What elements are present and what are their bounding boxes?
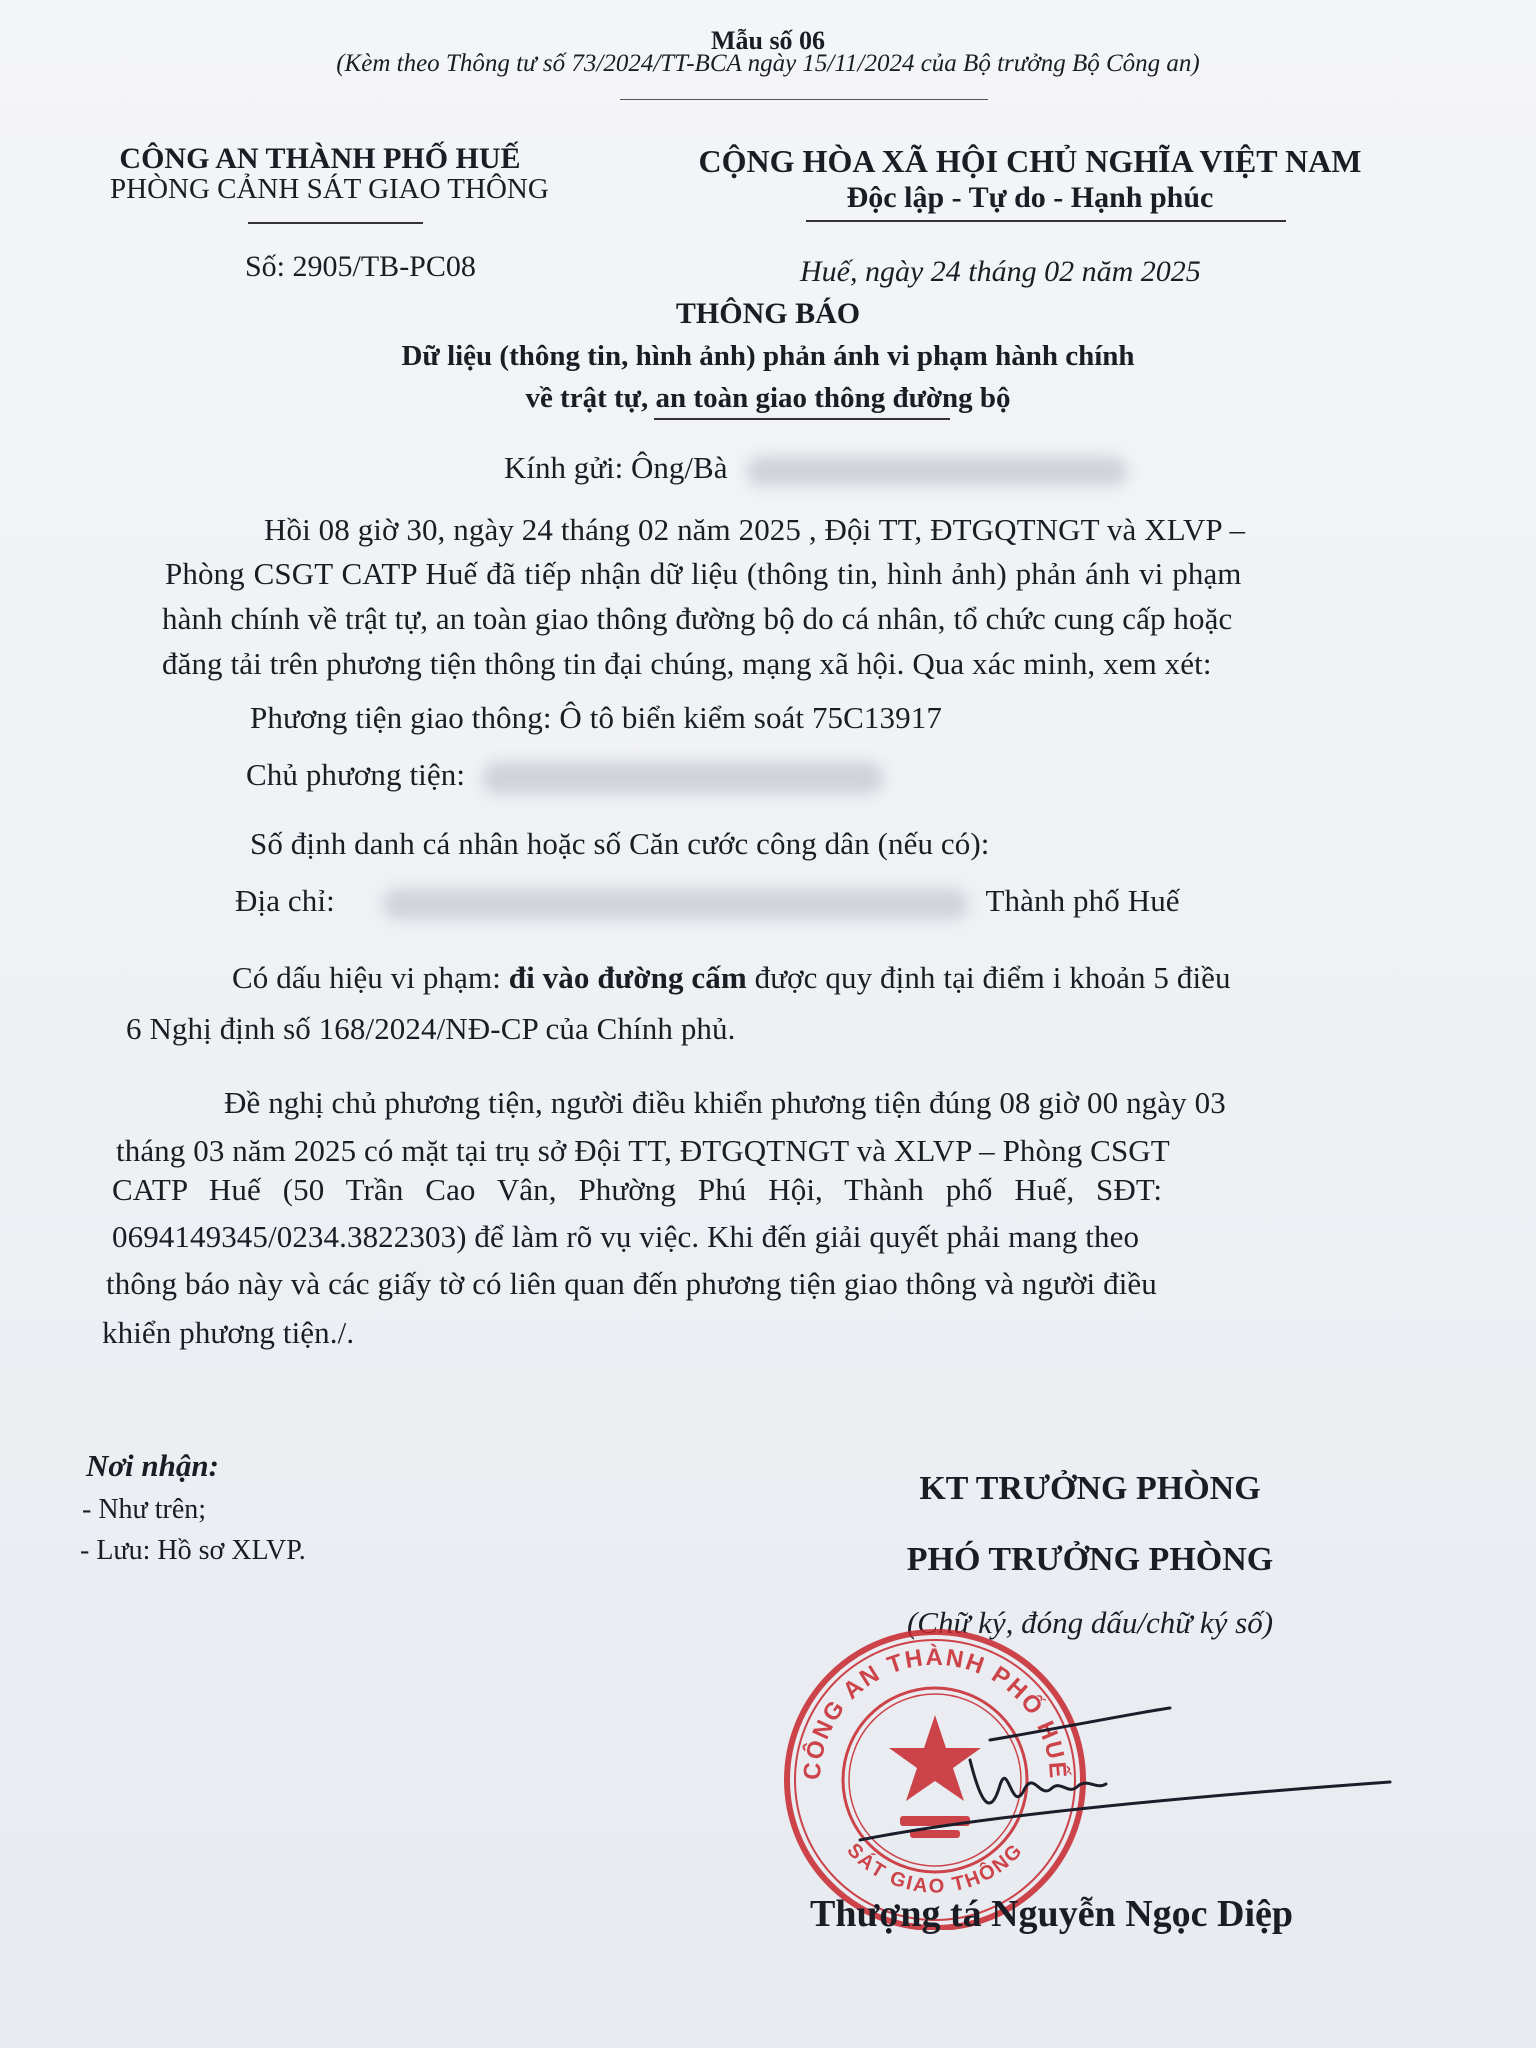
intro-line-4: đăng tải trên phương tiện thông tin đại chúng, mạng xã hội. Qua xác minh, xem xét:	[162, 646, 1212, 681]
stamp-ring-top: CÔNG AN THÀNH PHỐ HUẾ	[798, 1643, 1072, 1781]
redacted-address	[383, 889, 968, 919]
redacted-owner-name	[483, 762, 883, 794]
form-reference: (Kèm theo Thông tư số 73/2024/TT-BCA ngày 15/11/2024 của Bộ trưởng Bộ Công an)	[336, 50, 1200, 77]
stamp-ring-bottom: SÁT GIAO THÔNG	[842, 1839, 1028, 1898]
address-city: Thành phố Huế	[985, 883, 1180, 918]
intro-line-2: Phòng CSGT CATP Huế đã tiếp nhận dữ liệu (thông tin, hình ảnh) phản ánh vi phạm	[165, 556, 1242, 591]
violation-type: đi vào đường cấm	[508, 960, 747, 995]
request-line-5: thông báo này và các giấy tờ có liên quan đến phương tiện giao thông và người điều	[106, 1266, 1157, 1301]
owner-label: Chủ phương tiện:	[246, 757, 466, 792]
distribution-title: Nơi nhận:	[86, 1448, 219, 1483]
request-line-4: 0694149345/0234.3822303) để làm rõ vụ việc. Khi đến giải quyết phải mang theo	[112, 1219, 1140, 1254]
redacted-recipient-name	[747, 456, 1127, 486]
agency-underline	[248, 222, 423, 224]
recipient-label: Kính gửi: Ông/Bà	[504, 450, 728, 485]
motto-underline	[806, 220, 1286, 222]
address-label: Địa chỉ:	[235, 883, 335, 918]
owner-line	[246, 757, 883, 794]
signer-title-line1: KT TRƯỞNG PHÒNG	[919, 1470, 1261, 1507]
handwritten-signature	[840, 1700, 1400, 1860]
violation-suffix: được quy định tại điểm i khoản 5 điều	[746, 960, 1231, 995]
document-title: THÔNG BÁO	[675, 297, 861, 330]
violation-line-1	[232, 960, 1231, 996]
document-subtitle-line1: Dữ liệu (thông tin, hình ảnh) phản ánh vi phạm hành chính	[401, 340, 1135, 372]
signature-note: (Chữ ký, đóng dấu/chữ ký số)	[906, 1605, 1274, 1640]
violation-line-2: 6 Nghị định số 168/2024/NĐ-CP của Chính phủ.	[126, 1011, 736, 1046]
national-motto: Độc lập - Tự do - Hạnh phúc	[846, 181, 1214, 214]
place-date: Huế, ngày 24 tháng 02 năm 2025	[800, 255, 1201, 288]
distribution-item: - Lưu: Hồ sơ XLVP.	[80, 1535, 306, 1566]
header-divider	[620, 99, 988, 100]
signer-name: Thượng tá Nguyễn Ngọc Diệp	[810, 1893, 1293, 1935]
document-number: Số: 2905/TB-PC08	[245, 250, 476, 283]
request-line-1: Đề nghị chủ phương tiện, người điều khiển phương tiện đúng 08 giờ 00 ngày 03	[224, 1085, 1226, 1120]
intro-line-3: hành chính về trật tự, an toàn giao thông đường bộ do cá nhân, tổ chức cung cấp hoặc	[162, 601, 1233, 636]
id-line: Số định danh cá nhân hoặc số Căn cước công dân (nếu có):	[250, 826, 990, 861]
violation-prefix: Có dấu hiệu vi phạm:	[232, 960, 509, 995]
agency-name: CÔNG AN THÀNH PHỐ HUẾ	[119, 142, 521, 175]
distribution-item: - Như trên;	[82, 1494, 207, 1525]
signer-title-line2: PHÓ TRƯỞNG PHÒNG	[906, 1541, 1274, 1578]
document-subtitle-line2: về trật tự, an toàn giao thông đường bộ	[525, 382, 1011, 414]
form-number: Mẫu số 06	[710, 26, 826, 55]
intro-line-1: Hồi 08 giờ 30, ngày 24 tháng 02 năm 2025 , Đội TT, ĐTGQTNGT và XLVP –	[264, 512, 1246, 547]
department-name: PHÒNG CẢNH SÁT GIAO THÔNG	[110, 173, 549, 205]
recipient-line	[504, 450, 1127, 486]
request-line-3: CATP Huế (50 Trần Cao Vân, Phường Phú Hội, Thành phố Huế, SĐT:	[112, 1172, 1163, 1207]
vehicle-line: Phương tiện giao thông: Ô tô biển kiểm soát 75C13917	[250, 700, 942, 735]
request-line-2: tháng 03 năm 2025 có mặt tại trụ sở Đội TT, ĐTGQTNGT và XLVP – Phòng CSGT	[116, 1133, 1170, 1168]
national-title: CỘNG HÒA XÃ HỘI CHỦ NGHĨA VIỆT NAM	[698, 143, 1362, 179]
address-line	[235, 883, 1180, 919]
subtitle-underline	[654, 418, 950, 420]
request-line-6: khiển phương tiện./.	[102, 1315, 355, 1350]
